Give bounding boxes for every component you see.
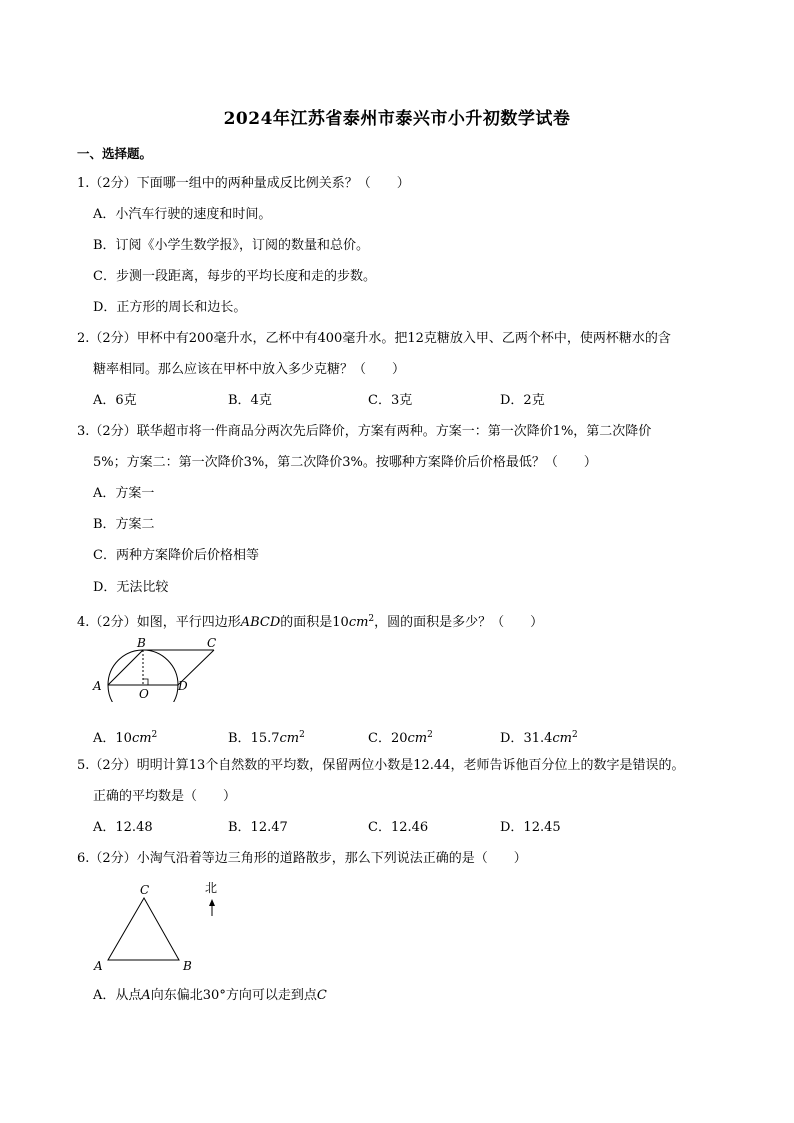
option-letter: C． [368,731,391,746]
option-letter: D． [500,731,524,746]
unit-exponent: 2 [368,614,375,624]
question-number: 2. [77,331,90,346]
question-score: （2分） [89,758,137,773]
question-2-stem [77,331,671,347]
question-text-a: 如图，平行四边形 [136,615,241,630]
point-name: C [316,988,327,1003]
question-2-option-c: C．3克 [368,393,413,408]
question-text: 下面哪一组中的两种量成反比例关系？（ ） [136,176,410,191]
question-number: 1. [77,176,90,191]
question-number: 6. [77,851,90,866]
option-unit: cm [407,731,428,746]
question-5-option-c: C．12.46 [368,820,429,835]
question-text: 明明计算13个自然数的平均数，保留两位小数是12.44，老师告诉他百分位上的数字是错误的。 [136,758,685,773]
question-text: 小淘气沿着等边三角形的道路散步，那么下列说法正确的是（ ） [136,851,527,866]
option-exponent: 2 [151,730,158,740]
label-c: C [140,883,150,897]
question-5-option-a: A．12.48 [93,820,153,835]
question-1-stem [77,176,410,192]
label-a: A [93,679,102,693]
triangle-figure [88,878,238,978]
option-exponent: 2 [427,730,433,740]
question-4-option-d [500,727,578,747]
option-letter: B． [228,731,251,746]
option-text: A．从点 [93,988,142,1003]
question-1-option-a: A．小汽车行驶的速度和时间。 [93,207,272,222]
question-2-option-d: D．2克 [500,393,545,408]
option-unit: cm [279,731,300,746]
label-b: B [183,959,192,973]
question-1-option-b: B．订阅《小学生数学报》，订阅的数量和总价。 [93,238,370,253]
question-3-option-b: B．方案二 [93,517,155,532]
option-unit: cm [131,731,152,746]
option-text: 向东偏北30°方向可以走到点 [150,988,317,1003]
question-4-option-c [368,727,433,747]
option-value: 15.7 [250,731,280,746]
question-4-option-a [93,727,157,747]
question-5-option-b: B．12.47 [228,820,288,835]
label-b: B [137,636,146,650]
question-5-stem [77,758,684,774]
question-score: （2分） [89,176,137,191]
question-3-option-c: C．两种方案降价后价格相等 [93,548,259,563]
option-exponent: 2 [299,730,305,740]
question-1-option-c: C．步测一段距离，每步的平均长度和走的步数。 [93,269,376,284]
option-value: 10 [115,731,132,746]
question-text-b: 的面积是10 [280,615,349,630]
question-1-option-d: D．正方形的周长和边长。 [93,300,247,315]
north-label: 北 [205,881,218,895]
question-number: 5. [77,758,90,773]
question-score: （2分） [89,424,137,439]
question-3-option-d: D．无法比较 [93,580,169,595]
option-value: 20 [390,731,408,746]
question-6-stem [77,851,527,867]
question-3-option-a: A．方案一 [93,486,155,501]
option-unit: cm [552,731,572,746]
label-c: C [207,636,217,650]
option-exponent: 2 [572,730,578,740]
question-5-option-d: D．12.45 [500,820,561,835]
option-value: 31.4 [523,731,553,746]
equilateral-triangle [108,898,179,960]
question-2-stem-cont: 糖率相同。那么应该在甲杯中放入多少克糖？（ ） [93,362,406,377]
option-letter: A． [93,731,116,746]
parallelogram-name: ABCD [240,615,281,630]
right-angle-mark [143,679,148,685]
question-3-stem [77,424,651,440]
question-text: 联华超市将一件商品分两次先后降价，方案有两种。方案一：第一次降价1%，第二次降价 [136,424,652,439]
label-o: O [139,687,149,701]
question-text: 甲杯中有200毫升水，乙杯中有400毫升水。把12克糖放入甲、乙两个杯中，使两杯糖水的含 [136,331,671,346]
parallelogram-circle-figure [88,632,228,702]
question-score: （2分） [89,851,137,866]
question-score: （2分） [89,615,137,630]
label-d: D [178,679,188,693]
question-number: 3. [77,424,90,439]
point-name: A [141,988,151,1003]
question-score: （2分） [89,331,137,346]
question-5-stem-cont: 正确的平均数是（ ） [93,789,237,804]
question-number: 4. [77,615,90,630]
question-4-stem [77,611,543,631]
north-arrow-icon [209,899,215,916]
unit: cm [348,615,369,630]
question-4-option-b [228,727,305,747]
question-text-c: ，圆的面积是多少？（ ） [374,615,544,630]
question-2-option-a: A．6克 [93,393,137,408]
page-title: 2024年江苏省泰州市泰兴市小升初数学试卷 [223,109,571,129]
question-6-option-a [93,988,327,1004]
section-heading: 一、选择题。 [77,146,153,161]
question-2-option-b: B．4克 [228,393,272,408]
label-a: A [94,959,103,973]
question-3-stem-cont: 5%；方案二：第一次降价3%，第二次降价3%。按哪种方案降价后价格最低？（ ） [93,455,597,470]
